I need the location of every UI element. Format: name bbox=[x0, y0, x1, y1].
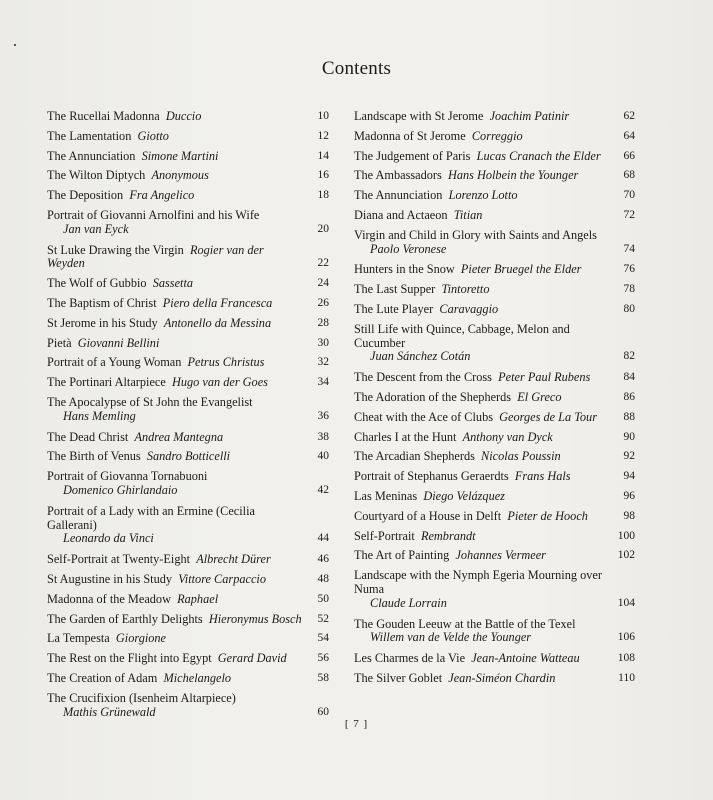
entry-title bbox=[47, 150, 329, 164]
artist-name: Lorenzo Lotto bbox=[448, 188, 518, 203]
entry-title bbox=[47, 244, 329, 272]
contents-column-left bbox=[47, 110, 329, 726]
page-ref: 68 bbox=[623, 169, 635, 182]
contents-entry bbox=[47, 110, 329, 124]
entry-title bbox=[354, 229, 635, 243]
contents-entry bbox=[354, 263, 635, 277]
artist-name: Pieter Bruegel the Elder bbox=[460, 262, 582, 277]
entry-title bbox=[47, 396, 329, 410]
entry-title bbox=[47, 553, 329, 567]
artwork-title: Virgin and Child in Glory with Saints and Angels bbox=[354, 227, 597, 242]
artist-name: Michelangelo bbox=[163, 670, 232, 685]
page-ref: 110 bbox=[618, 671, 635, 684]
page-ref: 26 bbox=[317, 296, 329, 309]
page-ref: 52 bbox=[317, 612, 329, 625]
artist-name: Georges de La Tour bbox=[499, 409, 597, 424]
contents-entry bbox=[354, 169, 635, 183]
contents-entry bbox=[47, 150, 329, 164]
artist-name: Albrecht Dürer bbox=[196, 552, 271, 567]
entry-title bbox=[354, 549, 635, 563]
contents-entry bbox=[354, 672, 635, 686]
artwork-title: The Annunciation bbox=[354, 188, 443, 203]
artist-name: Leonardo da Vinci bbox=[63, 531, 154, 546]
artwork-title: The Annunciation bbox=[47, 148, 136, 163]
page-ref: 84 bbox=[623, 371, 635, 384]
artwork-title: Courtyard of a House in Delft bbox=[354, 508, 502, 523]
artist-name: Willem van de Velde the Younger bbox=[370, 630, 532, 645]
contents-entry bbox=[47, 169, 329, 183]
page-ref: 46 bbox=[317, 553, 329, 566]
artist-name: Giotto bbox=[137, 128, 169, 143]
contents-entry bbox=[354, 569, 635, 610]
artwork-title: Self-Portrait bbox=[354, 528, 415, 543]
artist-name: Nicolas Poussin bbox=[481, 449, 561, 464]
page-ref: 92 bbox=[623, 450, 635, 463]
artist-name: Lucas Cranach the Elder bbox=[476, 148, 601, 163]
page-ref: 34 bbox=[317, 376, 329, 389]
artist-name: Sassetta bbox=[152, 276, 194, 291]
contents-entry bbox=[47, 297, 329, 311]
entry-title bbox=[354, 450, 635, 464]
contents-entry bbox=[354, 510, 635, 524]
entry-title bbox=[47, 692, 329, 706]
contents-entry bbox=[47, 652, 329, 666]
artist-name: Jan van Eyck bbox=[63, 221, 129, 236]
contents-entry bbox=[354, 189, 635, 203]
artist-name: Paolo Veronese bbox=[370, 241, 447, 256]
contents-entry bbox=[47, 317, 329, 331]
page-ref: 16 bbox=[317, 169, 329, 182]
artwork-title: Pietà bbox=[47, 335, 72, 350]
contents-entry bbox=[354, 450, 635, 464]
page-ref: 58 bbox=[317, 671, 329, 684]
artist-name: Duccio bbox=[165, 109, 202, 123]
artwork-title: The Silver Goblet bbox=[354, 670, 443, 685]
contents-entry bbox=[47, 632, 329, 646]
artist-name: Simone Martini bbox=[141, 148, 219, 163]
page-ref: 30 bbox=[317, 336, 329, 349]
artist-name: Diego Velázquez bbox=[423, 488, 505, 503]
contents-entry bbox=[47, 277, 329, 291]
entry-title bbox=[47, 356, 329, 370]
artwork-title: The Judgement of Paris bbox=[354, 148, 471, 163]
entry-title bbox=[354, 490, 635, 504]
artist-name: Rogier van der Weyden bbox=[47, 242, 264, 271]
page-ref: 64 bbox=[623, 129, 635, 142]
entry-title bbox=[354, 510, 635, 524]
page-ref: 72 bbox=[623, 208, 635, 221]
entry-title bbox=[354, 652, 635, 666]
entry-title bbox=[47, 277, 329, 291]
artwork-title: The Arcadian Shepherds bbox=[354, 449, 475, 464]
artwork-title: The Wolf of Gubbio bbox=[47, 276, 147, 291]
contents-entry bbox=[354, 652, 635, 666]
contents-entry bbox=[354, 490, 635, 504]
artwork-title: St Jerome in his Study bbox=[47, 315, 158, 330]
artwork-title: The Dead Christ bbox=[47, 429, 129, 444]
artwork-title: Portrait of a Young Woman bbox=[47, 355, 182, 370]
page-ref: 94 bbox=[623, 470, 635, 483]
artwork-title: The Ambassadors bbox=[354, 168, 442, 183]
entry-title bbox=[47, 613, 329, 627]
contents-entry bbox=[354, 323, 635, 364]
artwork-title: La Tempesta bbox=[47, 631, 110, 646]
artwork-title: The Wilton Diptych bbox=[47, 168, 146, 183]
artist-name: Hans Memling bbox=[63, 408, 136, 423]
artwork-title: The Portinari Altarpiece bbox=[47, 375, 166, 390]
artist-name: Correggio bbox=[471, 128, 523, 143]
page-ref: 78 bbox=[623, 283, 635, 296]
page-ref: 90 bbox=[623, 430, 635, 443]
entry-title bbox=[354, 411, 635, 425]
entry-title bbox=[47, 337, 329, 351]
contents-entry bbox=[47, 337, 329, 351]
contents-entry bbox=[354, 229, 635, 257]
page-ref: 106 bbox=[617, 631, 635, 644]
page-ref: 82 bbox=[623, 350, 635, 363]
entry-title bbox=[47, 431, 329, 445]
artist-name: Domenico Ghirlandaio bbox=[63, 482, 178, 497]
page-ref: 104 bbox=[617, 596, 635, 609]
artist-name: Anthony van Dyck bbox=[462, 429, 553, 444]
entry-title bbox=[354, 209, 635, 223]
artist-name: Johannes Vermeer bbox=[455, 548, 546, 563]
entry-title bbox=[47, 376, 329, 390]
page-ref: 42 bbox=[317, 483, 329, 496]
contents-entry bbox=[47, 553, 329, 567]
entry-title bbox=[47, 297, 329, 311]
contents-entry bbox=[47, 189, 329, 203]
entry-title bbox=[354, 323, 635, 351]
contents-entry bbox=[354, 549, 635, 563]
page-ref: 60 bbox=[317, 705, 329, 718]
artwork-title: The Adoration of the Shepherds bbox=[354, 389, 512, 404]
entry-title bbox=[354, 530, 635, 544]
page-ref: 88 bbox=[623, 410, 635, 423]
entry-title bbox=[47, 317, 329, 331]
contents-entry bbox=[47, 130, 329, 144]
page-ref: 100 bbox=[617, 529, 635, 542]
contents-entry bbox=[47, 470, 329, 498]
entry-title bbox=[47, 209, 329, 223]
artist-name: Hieronymus Bosch bbox=[208, 611, 302, 626]
contents-entry bbox=[47, 431, 329, 445]
page-ref: 74 bbox=[623, 242, 635, 255]
entry-title bbox=[47, 505, 329, 533]
artwork-title: Madonna of the Meadow bbox=[47, 591, 171, 606]
artist-name: Tintoretto bbox=[441, 282, 490, 297]
page-ref: 54 bbox=[317, 632, 329, 645]
entry-title bbox=[354, 569, 635, 597]
contents-entry bbox=[47, 244, 329, 272]
page-ref: 66 bbox=[623, 149, 635, 162]
page-ref: 28 bbox=[317, 316, 329, 329]
entry-title bbox=[47, 672, 329, 686]
artist-name: Hans Holbein the Younger bbox=[447, 168, 579, 183]
contents-entry bbox=[354, 303, 635, 317]
entry-title bbox=[47, 169, 329, 183]
artwork-title: Self-Portrait at Twenty-Eight bbox=[47, 552, 191, 567]
contents-entry bbox=[354, 371, 635, 385]
artwork-title: The Deposition bbox=[47, 188, 124, 203]
artist-name: Sandro Botticelli bbox=[146, 449, 231, 464]
entry-title bbox=[47, 593, 329, 607]
entry-title bbox=[47, 632, 329, 646]
artist-name: Gerard David bbox=[217, 651, 287, 666]
artwork-title: Diana and Actaeon bbox=[354, 207, 448, 222]
page-ref: 80 bbox=[623, 302, 635, 315]
artwork-title: Hunters in the Snow bbox=[354, 262, 455, 277]
page-ref: 12 bbox=[317, 129, 329, 142]
contents-entry bbox=[47, 396, 329, 424]
artwork-title: The Garden of Earthly Delights bbox=[47, 611, 203, 626]
entry-title bbox=[354, 110, 635, 124]
contents-entry bbox=[47, 376, 329, 390]
artist-name: Anonymous bbox=[151, 168, 209, 183]
artist-name: Peter Paul Rubens bbox=[498, 370, 591, 385]
page-ref: 38 bbox=[317, 430, 329, 443]
page-ref: 36 bbox=[317, 409, 329, 422]
page-ref: 108 bbox=[617, 652, 635, 665]
page-ref: 40 bbox=[317, 450, 329, 463]
entry-title bbox=[354, 391, 635, 405]
artwork-title: The Last Supper bbox=[354, 282, 436, 297]
entry-title bbox=[47, 573, 329, 587]
page-title: Contents bbox=[321, 58, 392, 79]
artwork-title: St Luke Drawing the Virgin bbox=[47, 242, 184, 257]
artwork-title: The Lamentation bbox=[47, 128, 132, 143]
entry-title bbox=[354, 130, 635, 144]
contents-entry bbox=[354, 391, 635, 405]
contents-entry bbox=[47, 613, 329, 627]
artwork-title: The Art of Painting bbox=[354, 548, 450, 563]
page-ref: 50 bbox=[317, 592, 329, 605]
artist-name: Caravaggio bbox=[439, 301, 499, 316]
entry-title bbox=[47, 189, 329, 203]
contents-entry bbox=[354, 470, 635, 484]
entry-title bbox=[354, 263, 635, 277]
page-number: [ 7 ] bbox=[344, 718, 369, 730]
page-ref: 24 bbox=[317, 277, 329, 290]
artist-name: Pieter de Hooch bbox=[507, 508, 588, 523]
contents-entry bbox=[47, 450, 329, 464]
contents-entry bbox=[354, 283, 635, 297]
entry-title bbox=[47, 450, 329, 464]
entry-title bbox=[354, 303, 635, 317]
artist-name: Rembrandt bbox=[420, 528, 476, 543]
contents-entry bbox=[47, 505, 329, 546]
page-ref: 86 bbox=[623, 390, 635, 403]
entry-title bbox=[354, 150, 635, 164]
page-ref: 22 bbox=[317, 257, 329, 270]
artwork-title: Portrait of Stephanus Geraerdts bbox=[354, 469, 509, 484]
artwork-title: Les Charmes de la Vie bbox=[354, 651, 466, 666]
contents-entry bbox=[354, 130, 635, 144]
contents-column-right bbox=[354, 110, 635, 692]
entry-title bbox=[354, 283, 635, 297]
artist-name: Raphael bbox=[177, 591, 219, 606]
page-ref: 102 bbox=[617, 549, 635, 562]
artwork-title: Charles I at the Hunt bbox=[354, 429, 457, 444]
page-ref: 14 bbox=[317, 149, 329, 162]
contents-entry bbox=[47, 593, 329, 607]
page-ref: 70 bbox=[623, 189, 635, 202]
contents-entry bbox=[47, 209, 329, 237]
contents-entry bbox=[47, 573, 329, 587]
artist-name: Titian bbox=[453, 207, 483, 222]
page-ref: 18 bbox=[317, 189, 329, 202]
contents-entry bbox=[354, 110, 635, 124]
page-ref: 48 bbox=[317, 572, 329, 585]
artwork-title: The Apocalypse of St John the Evangelist bbox=[47, 394, 253, 409]
entry-title bbox=[354, 431, 635, 445]
artwork-title: St Augustine in his Study bbox=[47, 571, 173, 586]
artist-name: Claude Lorrain bbox=[370, 595, 447, 610]
artwork-title: Portrait of Giovanna Tornabuoni bbox=[47, 469, 208, 484]
printer-mark bbox=[14, 44, 16, 46]
page-ref: 76 bbox=[623, 263, 635, 276]
entry-title bbox=[354, 618, 635, 632]
artwork-title: Still Life with Quince, Cabbage, Melon and Cucumber bbox=[354, 321, 570, 350]
artist-name: Juan Sánchez Cotán bbox=[370, 349, 471, 364]
page-ref: 32 bbox=[317, 356, 329, 369]
page-ref: 44 bbox=[317, 532, 329, 545]
artwork-title: The Baptism of Christ bbox=[47, 295, 157, 310]
artwork-title: Las Meninas bbox=[354, 488, 418, 503]
artist-name: Jean-Siméon Chardin bbox=[448, 670, 556, 685]
entry-title bbox=[47, 130, 329, 144]
artist-name: El Greco bbox=[517, 389, 562, 404]
artist-name: Vittore Carpaccio bbox=[178, 571, 266, 586]
artwork-title: The Rest on the Flight into Egypt bbox=[47, 651, 212, 666]
artwork-title: The Descent from the Cross bbox=[354, 370, 492, 385]
artist-name: Giovanni Bellini bbox=[77, 335, 160, 350]
contents-entry bbox=[354, 431, 635, 445]
contents-entry bbox=[47, 672, 329, 686]
artwork-title: Madonna of St Jerome bbox=[354, 128, 466, 143]
entry-title bbox=[47, 110, 329, 124]
contents-entry bbox=[354, 411, 635, 425]
artwork-title: The Gouden Leeuw at the Battle of the Texel bbox=[354, 616, 576, 631]
artist-name: Jean-Antoine Watteau bbox=[471, 651, 580, 666]
artwork-title: Landscape with the Nymph Egeria Mourning over Numa bbox=[354, 568, 602, 596]
page-ref: 10 bbox=[317, 110, 329, 122]
entry-title bbox=[354, 672, 635, 686]
page-ref: 62 bbox=[623, 110, 635, 122]
page-ref: 96 bbox=[623, 489, 635, 502]
contents-entry bbox=[354, 209, 635, 223]
artist-name: Joachim Patinir bbox=[489, 109, 570, 123]
entry-title bbox=[354, 470, 635, 484]
artwork-title: The Creation of Adam bbox=[47, 670, 158, 685]
page-ref: 20 bbox=[317, 222, 329, 235]
entry-title bbox=[354, 371, 635, 385]
artist-name: Petrus Christus bbox=[187, 355, 265, 370]
contents-entry bbox=[354, 618, 635, 646]
contents-entry bbox=[47, 692, 329, 720]
page-ref: 98 bbox=[623, 509, 635, 522]
artwork-title: Cheat with the Ace of Clubs bbox=[354, 409, 494, 424]
artwork-title: The Birth of Venus bbox=[47, 449, 141, 464]
contents-entry bbox=[354, 530, 635, 544]
page-ref: 56 bbox=[317, 652, 329, 665]
artist-name: Frans Hals bbox=[514, 469, 571, 484]
artist-name: Piero della Francesca bbox=[162, 295, 273, 310]
artwork-title: The Lute Player bbox=[354, 301, 434, 316]
contents-entry bbox=[47, 356, 329, 370]
contents-entry bbox=[354, 150, 635, 164]
artwork-title: Portrait of a Lady with an Ermine (Cecilia Gallerani) bbox=[47, 503, 255, 532]
artist-name: Hugo van der Goes bbox=[171, 375, 268, 390]
artwork-title: Landscape with St Jerome bbox=[354, 109, 484, 123]
entry-title bbox=[47, 470, 329, 484]
entry-title bbox=[47, 652, 329, 666]
artist-name: Mathis Grünewald bbox=[63, 704, 156, 719]
artist-name: Giorgione bbox=[115, 631, 167, 646]
entry-title bbox=[354, 189, 635, 203]
artist-name: Andrea Mantegna bbox=[134, 429, 224, 444]
artwork-title: The Rucellai Madonna bbox=[47, 109, 160, 123]
artwork-title: Portrait of Giovanni Arnolfini and his Wife bbox=[47, 207, 260, 222]
artwork-title: The Crucifixion (Isenheim Altarpiece) bbox=[47, 690, 236, 705]
entry-title bbox=[354, 169, 635, 183]
artist-name: Antonello da Messina bbox=[163, 315, 272, 330]
artist-name: Fra Angelico bbox=[129, 188, 195, 203]
